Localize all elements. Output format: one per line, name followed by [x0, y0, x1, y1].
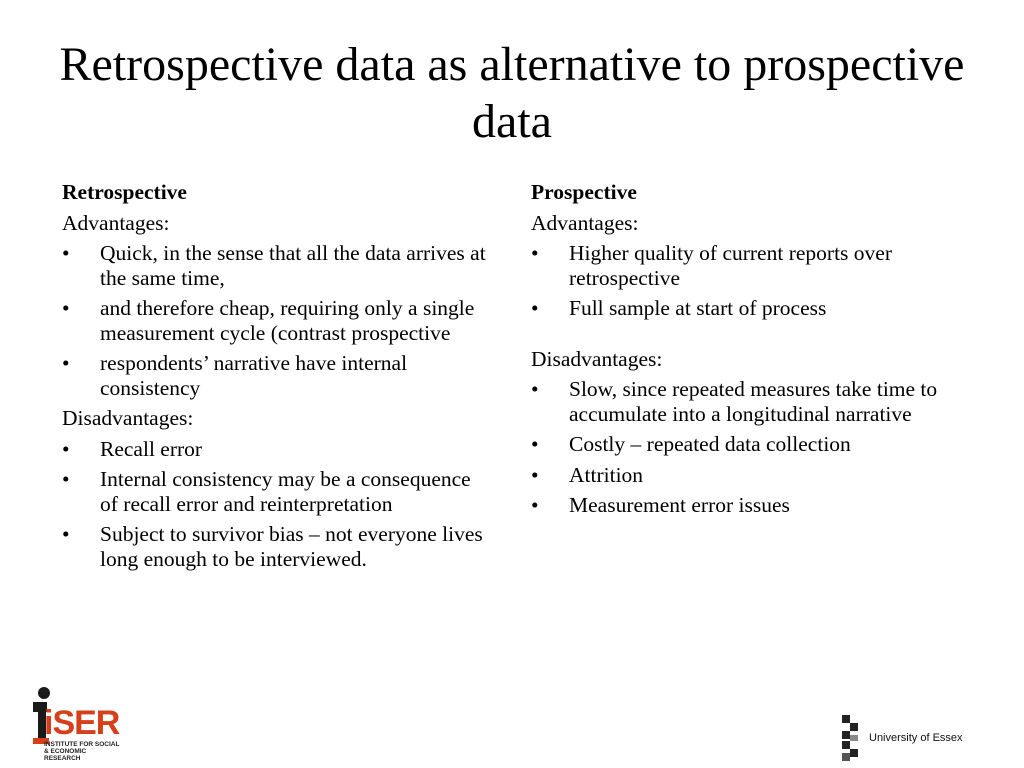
list-item: • Measurement error issues: [531, 493, 971, 518]
list-item: • Higher quality of current reports over retrospective: [531, 241, 971, 290]
list-item: • respondents’ narrative have internal consistency: [62, 351, 492, 400]
prospective-disadvantages-label: Disadvantages:: [531, 346, 663, 371]
list-item: • Full sample at start of process: [531, 296, 971, 321]
prospective-advantages-label: Advantages:: [531, 210, 639, 235]
list-item: • Quick, in the sense that all the data arrives at the same time,: [62, 241, 492, 290]
essex-crest-icon: [842, 715, 862, 761]
iser-wordmark: iSER: [44, 704, 120, 742]
slide-title: Retrospective data as alternative to prospective data: [59, 38, 965, 148]
retrospective-column: [62, 180, 492, 577]
retrospective-heading: Retrospective: [62, 180, 187, 204]
university-of-essex-logo: [842, 715, 992, 763]
list-item: • Slow, since repeated measures take time to accumulate into a longitudinal narrative: [531, 377, 971, 426]
iser-logo: [30, 686, 120, 762]
list-item: • Costly – repeated data collection: [531, 432, 971, 457]
list-item: • and therefore cheap, requiring only a single measurement cycle (contrast prospective: [62, 296, 492, 345]
retrospective-advantages-list: [62, 241, 492, 400]
list-item: • Subject to survivor bias – not everyone lives long enough to be interviewed.: [62, 522, 492, 571]
prospective-column: [531, 180, 971, 524]
retrospective-advantages-label: Advantages:: [62, 210, 170, 235]
retrospective-disadvantages-label: Disadvantages:: [62, 406, 194, 430]
retrospective-disadvantages-list: [62, 437, 492, 572]
list-item: • Recall error: [62, 437, 492, 462]
list-item: • Attrition: [531, 463, 971, 488]
prospective-disadvantages-list: [531, 377, 971, 518]
spacer: [531, 327, 971, 347]
iser-caption-line: INSTITUTE FOR SOCIAL: [44, 741, 120, 748]
prospective-heading: Prospective: [531, 180, 637, 204]
essex-wordmark: University of Essex: [869, 732, 963, 744]
iser-caption: [44, 741, 120, 762]
iser-caption-line: & ECONOMIC RESEARCH: [44, 748, 87, 762]
prospective-advantages-list: [531, 241, 971, 321]
list-item: • Internal consistency may be a consequence of recall error and reinterpretation: [62, 467, 492, 516]
